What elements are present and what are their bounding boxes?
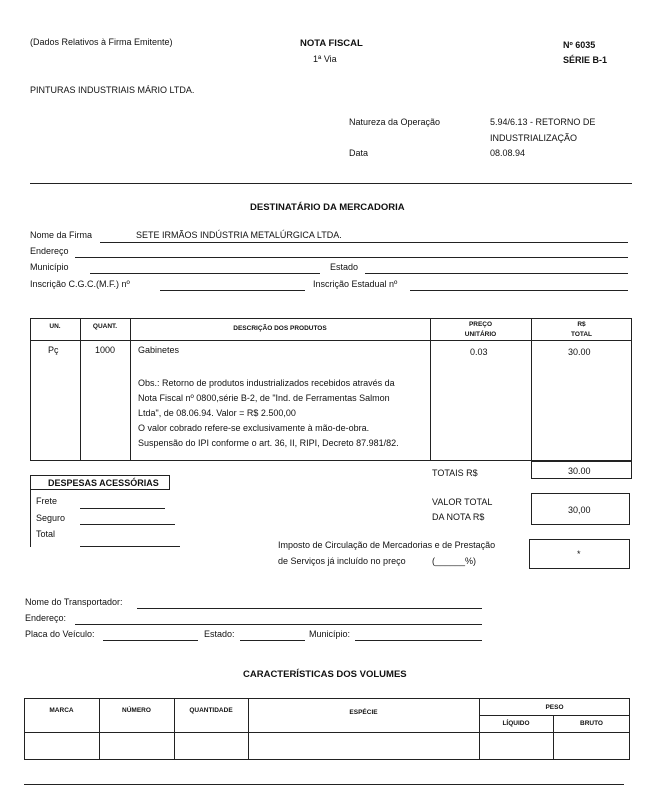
firm-value: SETE IRMÃOS INDÚSTRIA METALÚRGICA LTDA.	[136, 230, 342, 240]
icms-line-2: de Serviços já incluído no preço	[278, 556, 406, 566]
header-total-1: R$	[577, 321, 586, 328]
issuer-company: PINTURAS INDUSTRIAIS MÁRIO LTDA.	[30, 85, 195, 95]
issuer-note: (Dados Relativos à Firma Emitente)	[30, 37, 173, 47]
transport-city-field[interactable]	[355, 640, 482, 641]
vol-header-species: ESPÉCIE	[349, 709, 378, 716]
col-divider-desc	[430, 318, 431, 461]
vol-header-brand: MARCA	[49, 707, 74, 714]
row-desc: Gabinetes	[138, 345, 180, 355]
icms-value: *	[577, 549, 581, 559]
observations	[138, 376, 399, 451]
doc-title: NOTA FISCAL	[300, 38, 363, 49]
cgc-label: Inscrição C.G.C.(M.F.) nº	[30, 279, 130, 289]
transport-city-label: Município:	[309, 629, 351, 639]
invoice-number: Nº 6035	[563, 40, 596, 50]
header-unit: UN.	[49, 323, 61, 330]
bottom-rule	[24, 784, 624, 785]
vol-header-weight: PESO	[545, 704, 564, 711]
city-label: Município	[30, 262, 69, 272]
icms-percentage: (______%)	[432, 556, 477, 566]
city-field[interactable]	[90, 273, 320, 274]
invoice-total-label-2: DA NOTA R$	[432, 512, 485, 522]
col-divider-qty	[130, 318, 131, 461]
plate-field[interactable]	[103, 640, 198, 641]
header-desc: DESCRIÇÃO DOS PRODUTOS	[233, 325, 327, 332]
invoice-series: SÉRIE B-1	[563, 55, 608, 65]
volumes-section-title: CARACTERÍSTICAS DOS VOLUMES	[243, 669, 407, 680]
obs-line: Nota Fiscal nº 0800,série B-2, de "Ind. de Ferramentas Salmon	[138, 393, 390, 403]
icms-line-1: Imposto de Circulação de Mercadorias e de Prestação	[278, 540, 496, 550]
freight-field[interactable]	[80, 508, 165, 509]
header-total-2: TOTAL	[570, 331, 593, 338]
address-label: Endereço	[30, 246, 69, 256]
vol-header-net: LÍQUIDO	[502, 720, 530, 727]
row-qty: 1000	[95, 345, 116, 355]
nature-value-line2: INDUSTRIALIZAÇÃO	[490, 133, 578, 143]
expense-total-label: Total	[36, 529, 56, 539]
date-value: 08.08.94	[490, 148, 526, 158]
volumes-header-rule	[24, 732, 630, 733]
vol-divider-3	[248, 698, 249, 760]
state-reg-field[interactable]	[410, 290, 628, 291]
expenses-left-rule	[30, 475, 31, 547]
invoice-total-label-1: VALOR TOTAL	[432, 497, 493, 507]
obs-line: Obs.: Retorno de produtos industrializados recebidos através da	[138, 378, 395, 388]
header-divider	[30, 183, 632, 184]
carrier-field[interactable]	[137, 608, 482, 609]
obs-line: O valor cobrado refere-se exclusivamente à mão-de-obra.	[138, 423, 370, 433]
firm-underline	[100, 242, 628, 243]
recipient-section-title: DESTINATÁRIO DA MERCADORIA	[250, 202, 405, 213]
nature-label: Natureza da Operação	[349, 117, 441, 127]
obs-line: Ltda", de 08.06.94. Valor = R$ 2.500,00	[138, 408, 296, 418]
col-divider-unit	[80, 318, 81, 461]
plate-label: Placa do Veículo:	[25, 629, 95, 639]
products-header-rule	[30, 340, 632, 341]
header-qty: QUANT.	[92, 323, 118, 330]
nature-value-line1: 5.94/6.13 - RETORNO DE	[490, 117, 596, 127]
transport-state-label: Estado:	[204, 629, 235, 639]
address-field[interactable]	[75, 257, 628, 258]
vol-header-gross: BRUTO	[580, 720, 603, 727]
transport-address-field[interactable]	[75, 624, 482, 625]
expense-total-field[interactable]	[80, 546, 180, 547]
vol-header-number: NÚMERO	[122, 707, 151, 714]
vol-header-quantity: QUANTIDADE	[189, 707, 233, 714]
transport-state-field[interactable]	[240, 640, 305, 641]
insurance-field[interactable]	[80, 524, 175, 525]
header-price-2: UNITÁRIO	[464, 331, 497, 338]
col-divider-price	[531, 318, 532, 461]
row-price: 0.03	[470, 347, 488, 357]
row-total: 30.00	[568, 347, 591, 357]
transport-address-label: Endereço:	[25, 613, 67, 623]
carrier-label: Nome do Transportador:	[25, 597, 123, 607]
weight-subheader-rule	[479, 715, 630, 716]
via-label: 1ª Via	[313, 54, 337, 64]
header-price-1: PREÇO	[468, 321, 493, 328]
state-reg-label: Inscrição Estadual nº	[313, 279, 398, 289]
freight-label: Frete	[36, 496, 58, 506]
obs-line: Suspensão do IPI conforme o art. 36, II, RIPI, Decreto 87.981/82.	[138, 438, 399, 448]
totals-value: 30.00	[568, 466, 591, 476]
totals-label: TOTAIS R$	[432, 468, 478, 478]
state-label: Estado	[330, 262, 359, 272]
row-unit: Pç	[48, 345, 59, 355]
expenses-title: DESPESAS ACESSÓRIAS	[48, 478, 159, 488]
date-label: Data	[349, 148, 369, 158]
invoice-total-value: 30,00	[568, 505, 591, 515]
cgc-field[interactable]	[160, 290, 305, 291]
insurance-label: Seguro	[36, 513, 66, 523]
firm-label: Nome da Firma	[30, 230, 93, 240]
state-field[interactable]	[365, 273, 628, 274]
